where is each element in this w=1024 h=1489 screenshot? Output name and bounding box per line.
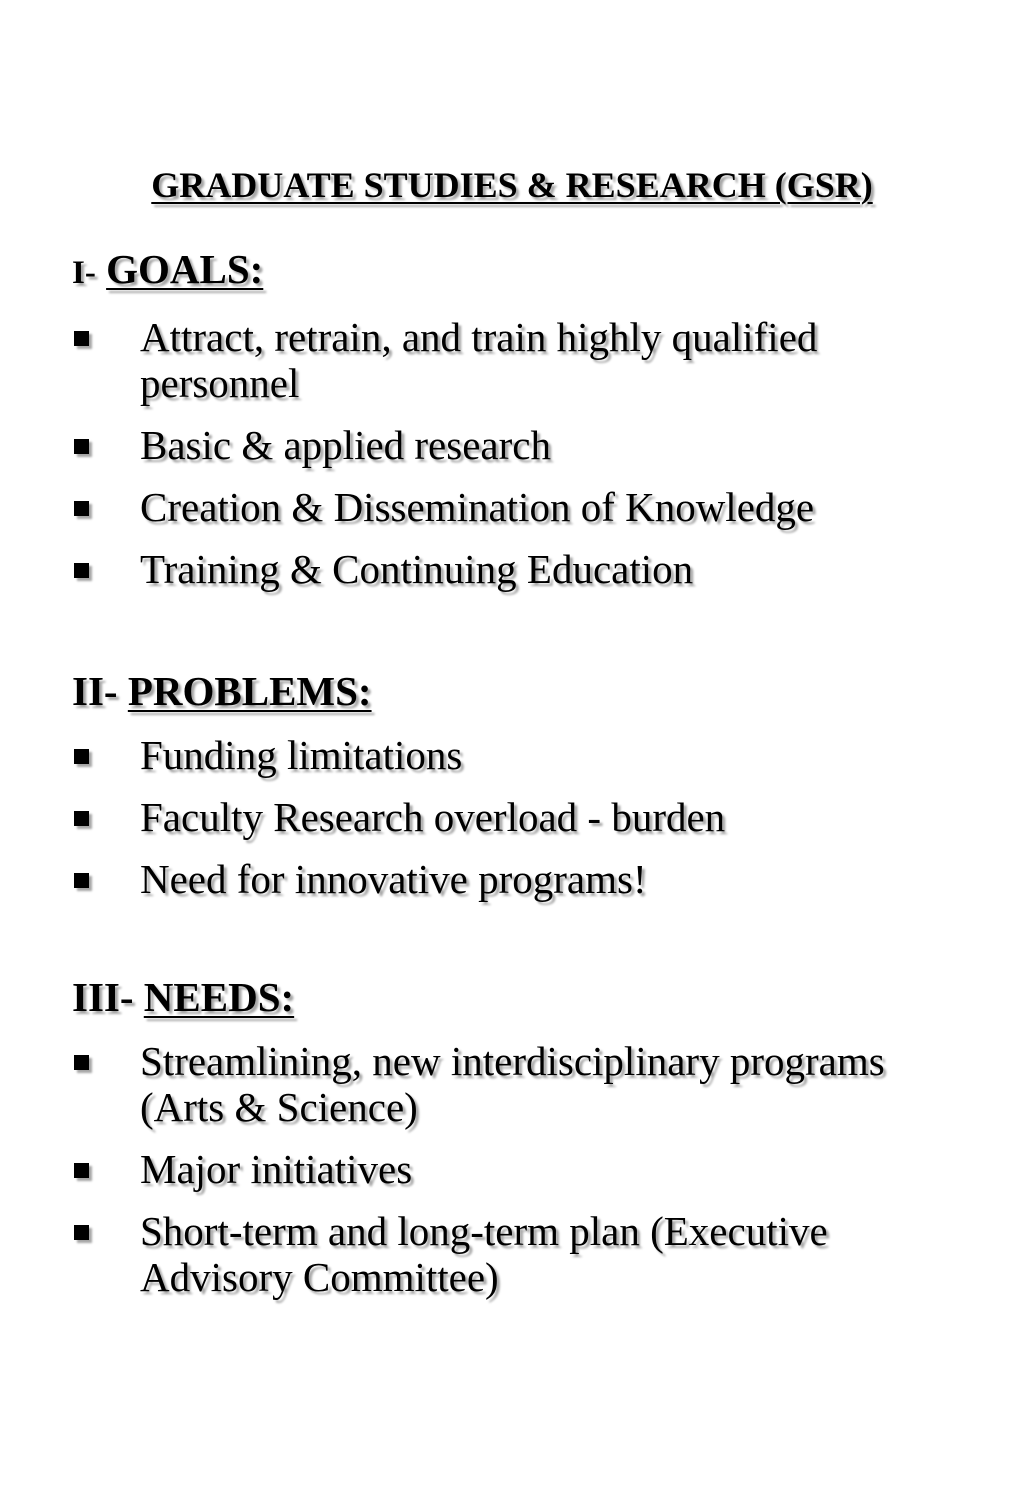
section-label: GOALS:	[106, 246, 264, 292]
list-item	[72, 794, 972, 840]
list-item-text: Streamlining, new interdisciplinary programs (Arts & Science)	[140, 1038, 885, 1130]
square-bullet-icon	[74, 1225, 89, 1240]
section-heading	[72, 666, 972, 716]
list-item	[72, 1038, 972, 1130]
square-bullet-icon	[74, 749, 89, 764]
square-bullet-icon	[74, 1163, 89, 1178]
list-item-text: Basic & applied research	[140, 422, 551, 468]
list-item	[72, 546, 972, 592]
list-item	[72, 314, 972, 406]
list-item-text: Funding limitations	[140, 732, 463, 778]
square-bullet-icon	[74, 1055, 89, 1070]
page-title: GRADUATE STUDIES & RESEARCH (GSR)	[151, 165, 873, 205]
list-item-text: Training & Continuing Education	[140, 546, 694, 592]
list-item-text: Need for innovative programs!	[140, 856, 647, 902]
list-item-text: Major initiatives	[140, 1146, 413, 1192]
list-item	[72, 422, 972, 468]
list-item	[72, 856, 972, 902]
list-item-text: Attract, retrain, and train highly qualified personnel	[140, 314, 818, 406]
square-bullet-icon	[74, 501, 89, 516]
section-problems	[72, 666, 972, 902]
problems-list	[72, 732, 972, 902]
section-heading	[72, 244, 972, 298]
square-bullet-icon	[74, 439, 89, 454]
list-item-text: Short-term and long-term plan (Executive Advisory Committee)	[140, 1208, 828, 1300]
section-needs	[72, 972, 972, 1300]
goals-list	[72, 314, 972, 592]
square-bullet-icon	[74, 873, 89, 888]
list-item	[72, 484, 972, 530]
list-item	[72, 1208, 972, 1300]
square-bullet-icon	[74, 811, 89, 826]
square-bullet-icon	[74, 331, 89, 346]
section-goals	[72, 244, 972, 592]
section-heading	[72, 972, 972, 1022]
needs-list	[72, 1038, 972, 1300]
list-item-text: Faculty Research overload - burden	[140, 794, 726, 840]
list-item	[72, 732, 972, 778]
square-bullet-icon	[74, 563, 89, 578]
section-number: II-	[72, 668, 118, 714]
section-label: NEEDS:	[143, 974, 295, 1020]
list-item	[72, 1146, 972, 1192]
section-label: PROBLEMS:	[127, 668, 372, 714]
section-number: III-	[72, 974, 134, 1020]
section-number: I-	[72, 255, 96, 291]
list-item-text: Creation & Dissemination of Knowledge	[140, 484, 815, 530]
